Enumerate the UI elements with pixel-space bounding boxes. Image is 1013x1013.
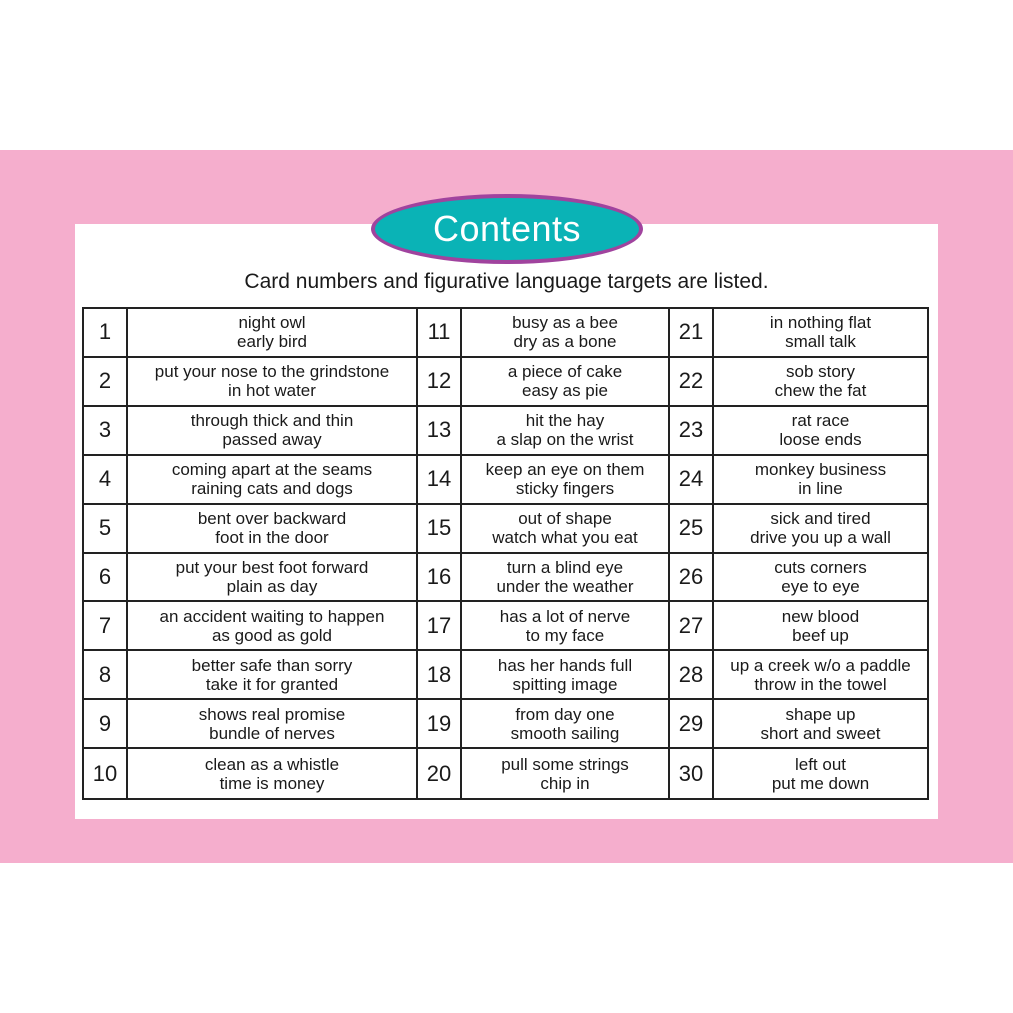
target-phrase: left out [794,754,847,774]
card-number: 13 [418,407,462,456]
target-phrase: keep an eye on them [485,460,645,480]
target-phrase: to my face [525,625,605,645]
card-number: 24 [670,456,714,505]
card-targets [128,700,418,749]
card-number: 7 [84,602,128,651]
card-number: 3 [84,407,128,456]
target-phrase: bent over backward [197,509,347,529]
target-phrase: as good as gold [211,625,333,645]
target-phrase: smooth sailing [510,723,620,743]
card-targets [714,309,927,358]
target-phrase: put me down [771,773,870,793]
target-phrase: dry as a bone [513,332,617,352]
card-number: 12 [418,358,462,407]
target-phrase: eye to eye [781,576,860,596]
card-targets [462,602,670,651]
target-phrase: shape up [785,704,856,724]
card-targets [462,700,670,749]
card-targets [462,309,670,358]
target-phrase: early bird [237,332,307,352]
target-phrase: out of shape [518,509,612,529]
target-phrase: sticky fingers [515,479,615,499]
target-phrase: up a creek w/o a paddle [730,655,911,675]
target-phrase: night owl [238,313,306,333]
target-phrase: through thick and thin [190,411,354,431]
card-targets [714,505,927,554]
card-number: 27 [670,602,714,651]
card-targets [128,651,418,700]
card-targets [128,749,418,798]
page-subtitle: Card numbers and figurative language targets are listed. [244,270,769,293]
card-number: 20 [418,749,462,798]
card-number: 2 [84,358,128,407]
target-phrase: watch what you eat [492,528,638,548]
card-targets [714,407,927,456]
target-phrase: an accident waiting to happen [159,606,385,626]
card-number: 11 [418,309,462,358]
card-number: 22 [670,358,714,407]
target-phrase: take it for granted [205,674,339,694]
target-phrase: has her hands full [497,655,633,675]
card-number: 18 [418,651,462,700]
card-targets [714,456,927,505]
card-targets [714,358,927,407]
target-phrase: short and sweet [760,723,881,743]
target-phrase: in line [798,479,843,499]
target-phrase: raining cats and dogs [191,479,353,499]
card-number: 14 [418,456,462,505]
page-title: Contents [432,208,582,249]
card-targets [462,456,670,505]
target-phrase: rat race [791,411,850,431]
target-phrase: shows real promise [198,704,346,724]
target-phrase: from day one [515,704,615,724]
card-targets [462,407,670,456]
card-number: 30 [670,749,714,798]
card-targets [128,456,418,505]
target-phrase: spitting image [512,674,618,694]
card-targets [462,651,670,700]
target-phrase: foot in the door [215,528,329,548]
target-phrase: under the weather [496,576,634,596]
target-phrase: put your best foot forward [175,557,369,577]
target-phrase: busy as a bee [512,313,618,333]
target-phrase: plain as day [226,576,318,596]
target-phrase: put your nose to the grindstone [154,362,390,382]
target-phrase: loose ends [779,430,862,450]
card-targets [462,749,670,798]
card-targets [714,700,927,749]
contents-table [82,307,929,800]
target-phrase: sob story [786,362,855,382]
card-number: 5 [84,505,128,554]
target-phrase: chip in [540,773,590,793]
target-phrase: monkey business [754,460,887,480]
target-phrase: time is money [219,773,325,793]
card-number: 1 [84,309,128,358]
card-number: 28 [670,651,714,700]
target-phrase: chew the fat [774,381,867,401]
target-phrase: drive you up a wall [750,528,891,548]
card-number: 25 [670,505,714,554]
target-phrase: passed away [222,430,322,450]
card-number: 15 [418,505,462,554]
card-targets [462,358,670,407]
card-targets [714,602,927,651]
target-phrase: throw in the towel [754,674,887,694]
card-number: 17 [418,602,462,651]
card-targets [128,358,418,407]
card-targets [714,554,927,603]
target-phrase: a piece of cake [507,362,623,382]
card-number: 19 [418,700,462,749]
target-phrase: bundle of nerves [209,723,335,743]
card-number: 8 [84,651,128,700]
card-number: 29 [670,700,714,749]
target-phrase: coming apart at the seams [171,460,373,480]
target-phrase: better safe than sorry [191,655,353,675]
card-number: 9 [84,700,128,749]
target-phrase: new blood [781,606,860,626]
card-number: 10 [84,749,128,798]
card-targets [128,602,418,651]
title-badge [371,194,643,264]
target-phrase: sick and tired [770,509,871,529]
target-phrase: in nothing flat [769,313,872,333]
target-phrase: a slap on the wrist [496,430,634,450]
card-targets [128,407,418,456]
card-number: 23 [670,407,714,456]
card-targets [714,651,927,700]
card-number: 4 [84,456,128,505]
target-phrase: in hot water [228,381,316,401]
card-targets [128,554,418,603]
card-targets [128,505,418,554]
target-phrase: has a lot of nerve [499,606,631,626]
card-targets [128,309,418,358]
card-targets [462,554,670,603]
target-phrase: easy as pie [522,381,608,401]
target-phrase: cuts corners [774,557,867,577]
target-phrase: turn a blind eye [506,557,624,577]
card-number: 26 [670,554,714,603]
card-number: 16 [418,554,462,603]
card-number: 6 [84,554,128,603]
target-phrase: pull some strings [501,754,629,774]
target-phrase: clean as a whistle [204,754,340,774]
target-phrase: small talk [785,332,856,352]
card-targets [714,749,927,798]
card-number: 21 [670,309,714,358]
card-targets [462,505,670,554]
target-phrase: hit the hay [525,411,605,431]
target-phrase: beef up [792,625,849,645]
